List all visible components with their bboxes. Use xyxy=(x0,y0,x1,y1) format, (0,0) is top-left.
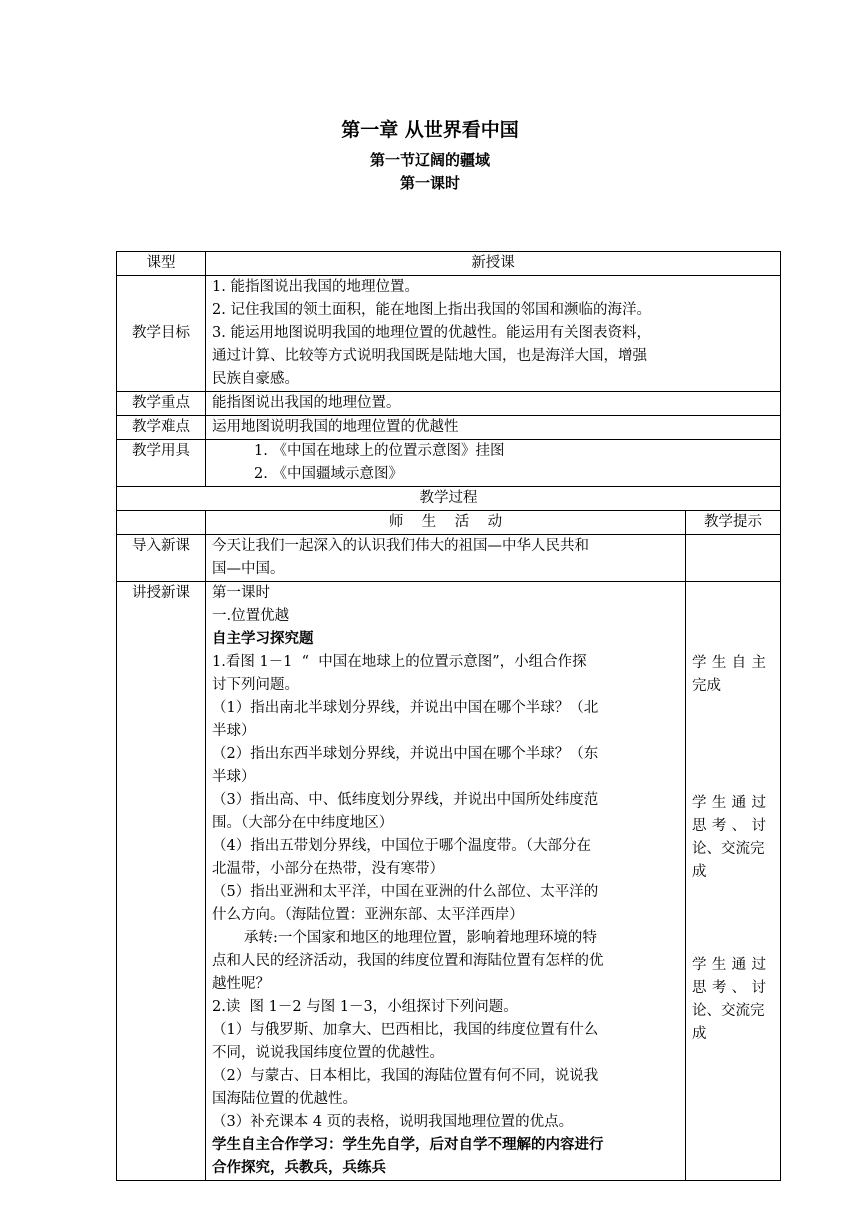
teach-line: 2.读 图 1－2 与图 1－3，小组探讨下列问题。 xyxy=(212,999,518,1015)
row-lesson-type xyxy=(117,252,781,276)
teach-bold-line: 学生自主合作学习：学生先自学，后对自学不理解的内容进行 xyxy=(212,1137,604,1153)
teach-line: 1.看图 1－1 “ 中国在地球上的位置示意图”，小组合作探 xyxy=(212,654,587,670)
tip-line: 成 xyxy=(692,864,707,880)
tip-line: 思 考 、 讨 xyxy=(692,980,766,996)
teach-line: 第一课时 xyxy=(212,585,270,601)
tip-line: 成 xyxy=(692,1026,707,1042)
row-intro xyxy=(117,535,781,582)
intro-line: 今天让我们一起深入的认识我们伟大的祖国—中华人民共和 xyxy=(212,538,589,554)
teach-line: 讨下列问题。 xyxy=(212,677,299,693)
goal-line: 2. 记住我国的领土面积，能在地图上指出我国的邻国和濒临的海洋。 xyxy=(212,302,651,318)
tool-line: 1. 《中国在地球上的位置示意图》挂图 xyxy=(254,443,505,459)
goal-line: 通过计算、比较等方式说明我国既是陆地大国，也是海洋大国，增强 xyxy=(212,348,647,364)
teach-line: 围。（大部分在中纬度地区） xyxy=(212,815,394,831)
row-goals xyxy=(117,276,781,392)
difficulty-label: 教学难点 xyxy=(117,416,206,440)
teach-line: 点和人民的经济活动，我国的纬度位置和海陆位置有怎样的优 xyxy=(212,953,604,969)
row-process-header xyxy=(117,487,781,511)
tools-cell xyxy=(206,440,781,487)
teach-line: （2）与蒙古、日本相比，我国的海陆位置有何不同，说说我 xyxy=(212,1068,599,1084)
teach-line: （3）补充课本 4 页的表格，说明我国地理位置的优点。 xyxy=(212,1114,574,1130)
teach-line: （3）指出高、中、低纬度划分界线，并说出中国所处纬度范 xyxy=(212,792,599,808)
chapter-title: 第一章 从世界看中国 xyxy=(341,119,519,141)
key-value: 能指图说出我国的地理位置。 xyxy=(206,392,781,416)
difficulty-value: 运用地图说明我国的地理位置的优越性 xyxy=(206,416,781,440)
tips-header: 教学提示 xyxy=(686,511,781,535)
row-key-point xyxy=(117,392,781,416)
intro-cell xyxy=(206,535,686,582)
tip-line: 论、交流完 xyxy=(692,841,765,857)
row-difficulty xyxy=(117,416,781,440)
goal-line: 3. 能运用地图说明我国的地理位置的优越性。能运用有关图表资料， xyxy=(212,325,651,341)
section-title: 第一节辽阔的疆域 xyxy=(369,151,490,169)
intro-label: 导入新课 xyxy=(117,535,206,582)
teach-heading: 自主学习探究题 xyxy=(212,631,314,647)
row-teach xyxy=(117,582,781,1181)
lesson-type-value: 新授课 xyxy=(206,252,781,276)
teach-line: （1）指出南北半球划分界线，并说出中国在哪个半球？（北 xyxy=(212,700,599,716)
goals-cell xyxy=(206,276,781,392)
teach-bold-line: 合作探究，兵教兵，兵练兵 xyxy=(212,1160,386,1176)
teach-line: 半球） xyxy=(212,723,256,739)
teach-cell xyxy=(206,582,686,1181)
tip-line: 完成 xyxy=(692,678,721,694)
teach-line: 不同，说说我国纬度位置的优越性。 xyxy=(212,1045,444,1061)
tips-cell xyxy=(686,582,781,1181)
activity-header: 师 生 活 动 xyxy=(206,511,686,535)
teach-line: （1）与俄罗斯、加拿大、巴西相比，我国的纬度位置有什么 xyxy=(212,1022,599,1038)
teach-line: 国海陆位置的优越性。 xyxy=(212,1091,357,1107)
goal-line: 1. 能指图说出我国的地理位置。 xyxy=(212,279,419,295)
teach-line: 承转:一个国家和地区的地理位置，影响着地理环境的特 xyxy=(244,930,597,946)
blank-header-cell xyxy=(117,511,206,535)
tip-line: 学 生 通 过 xyxy=(692,795,766,811)
tip-line: 学 生 通 过 xyxy=(692,957,766,973)
teach-line: 一.位置优越 xyxy=(212,608,290,624)
tools-label: 教学用具 xyxy=(117,440,206,487)
teach-line: 北温带，小部分在热带，没有寒带） xyxy=(212,861,444,877)
teach-line: 什么方向。（海陆位置：亚洲东部、太平洋西岸） xyxy=(212,907,524,923)
lesson-subtitle: 第一课时 xyxy=(399,174,460,192)
intro-line: 国—中国。 xyxy=(212,561,285,577)
teach-line: （4）指出五带划分界线，中国位于哪个温度带。（大部分在 xyxy=(212,838,591,854)
tip-line: 论、交流完 xyxy=(692,1003,765,1019)
teach-line: 半球） xyxy=(212,769,256,785)
tool-line: 2. 《中国疆域示意图》 xyxy=(254,466,403,482)
tip-line: 学 生 自 主 xyxy=(692,655,766,671)
teach-line: （5）指出亚洲和太平洋，中国在亚洲的什么部位、太平洋的 xyxy=(212,884,599,900)
process-label: 教学过程 xyxy=(117,487,781,511)
tip-line: 思 考 、 讨 xyxy=(692,818,766,834)
key-label: 教学重点 xyxy=(117,392,206,416)
teach-label: 讲授新课 xyxy=(117,582,206,1181)
teach-line: 越性呢？ xyxy=(212,976,270,992)
row-column-headers xyxy=(117,511,781,535)
intro-tip-cell xyxy=(686,535,781,582)
goals-label: 教学目标 xyxy=(117,276,206,392)
lesson-type-label: 课型 xyxy=(117,252,206,276)
row-tools xyxy=(117,440,781,487)
goal-line: 民族自豪感。 xyxy=(212,371,299,387)
lesson-plan-table xyxy=(116,251,781,1181)
teach-line: （2）指出东西半球划分界线，并说出中国在哪个半球？（东 xyxy=(212,746,599,762)
